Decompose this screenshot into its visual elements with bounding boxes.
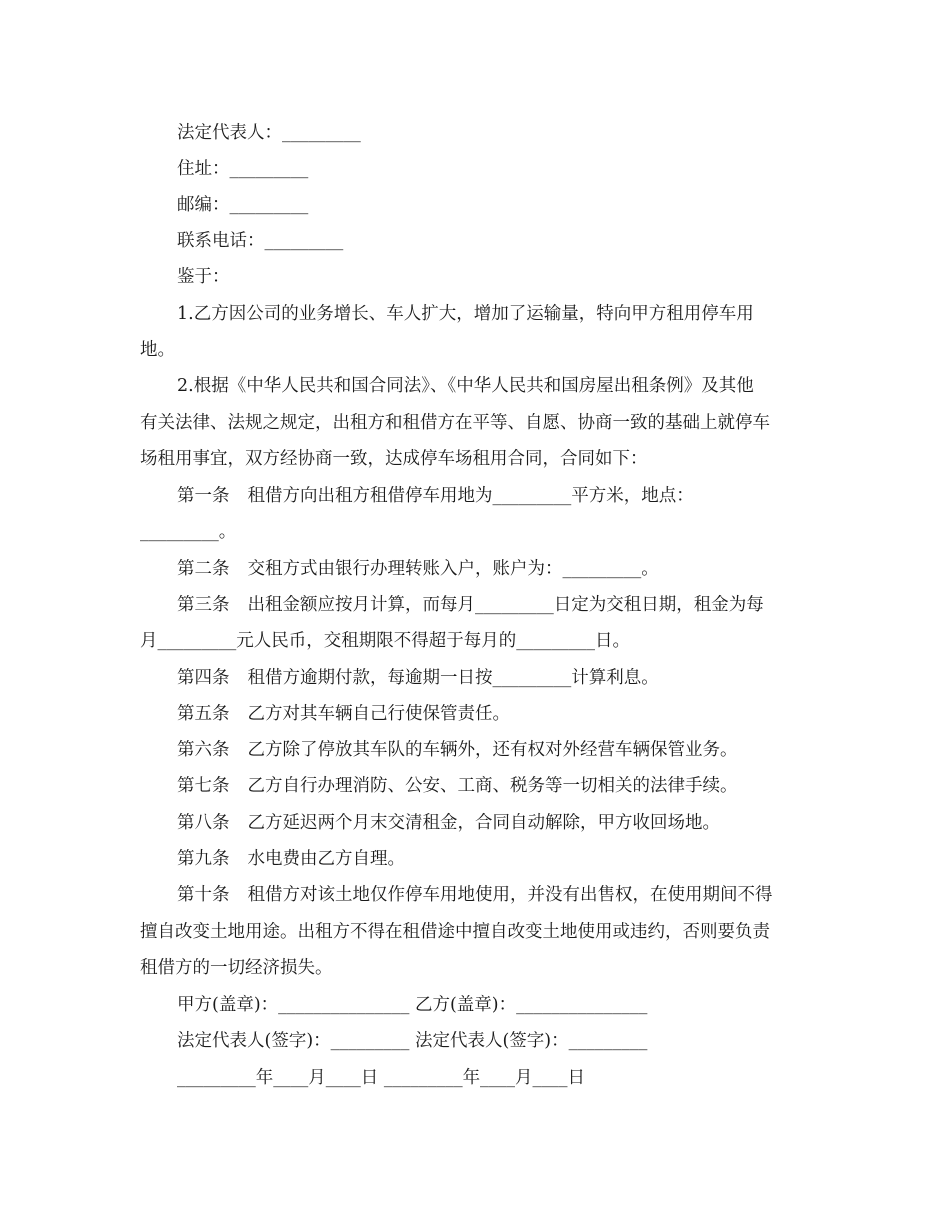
- article-5-text: 乙方对其车辆自己行使保管责任。: [247, 704, 510, 724]
- article-4-line: [177, 666, 817, 690]
- recital-2-line-3: [140, 447, 820, 471]
- article-3-line-2: [140, 629, 820, 653]
- article-9-number: 第九条: [177, 849, 230, 869]
- legal-rep-field: [177, 121, 817, 145]
- article-3-line-1: [177, 593, 817, 617]
- article-10-text-1: 租借方对该土地仅作停车用地使用，并没有出售权，在使用期间不得: [247, 885, 773, 905]
- recital-1-text-1: 1.乙方因公司的业务增长、车人扩大，增加了运输量，特向甲方租用停车用: [177, 304, 754, 324]
- address-field: [177, 157, 817, 181]
- article-6-number: 第六条: [177, 740, 230, 760]
- whereas-heading: [177, 265, 817, 289]
- article-10-text-3: 租借方的一切经济损失。: [140, 958, 333, 978]
- article-9-line: [177, 847, 817, 871]
- article-5-line: [177, 702, 817, 726]
- signature-seal-line: [177, 993, 817, 1017]
- article-5-number: 第五条: [177, 704, 230, 724]
- recital-2-line-2: [140, 411, 820, 435]
- signature-date-line: [177, 1066, 817, 1090]
- article-8-text: 乙方延迟两个月末交清租金，合同自动解除，甲方收回场地。: [247, 813, 720, 833]
- article-6-line: [177, 738, 817, 762]
- recital-1-text-2: 地。: [140, 340, 175, 360]
- phone-field: [177, 229, 817, 253]
- recital-1-line-2: [140, 338, 820, 362]
- postcode-field: [177, 193, 817, 217]
- recital-2-line-1: [177, 374, 817, 398]
- date-text: _________年____月____日 _________年____月____日: [177, 1068, 586, 1088]
- article-1-text-1: 租借方向出租方租借停车用地为_________平方米，地点：: [247, 486, 694, 506]
- legal-rep-text: 法定代表人：_________: [177, 123, 361, 143]
- article-10-line-2: [140, 920, 820, 944]
- article-4-number: 第四条: [177, 668, 230, 688]
- recital-1-line-1: [177, 302, 817, 326]
- article-2-number: 第二条: [177, 559, 230, 579]
- article-8-line: [177, 811, 817, 835]
- article-9-text: 水电费由乙方自理。: [247, 849, 405, 869]
- article-10-line-1: [177, 883, 817, 907]
- address-text: 住址：_________: [177, 159, 309, 179]
- whereas-text: 鉴于：: [177, 267, 230, 287]
- article-10-number: 第十条: [177, 885, 230, 905]
- signature-rep-line: [177, 1029, 817, 1053]
- article-7-number: 第七条: [177, 776, 230, 796]
- recital-2-text-1: 2.根据《中华人民共和国合同法》、《中华人民共和国房屋出租条例》及其他: [177, 376, 754, 396]
- article-3-number: 第三条: [177, 595, 230, 615]
- rep-signature-text: 法定代表人(签字)：_________ 法定代表人(签字)：_________: [177, 1031, 648, 1051]
- article-2-line: [177, 557, 817, 581]
- article-1-line-2: [140, 520, 820, 544]
- article-3-text-2: 月_________元人民币，交租期限不得超于每月的_________日。: [140, 631, 630, 651]
- article-10-text-2: 擅自改变土地用途。出租方不得在租借途中擅自改变土地使用或违约，否则要负责: [140, 922, 770, 942]
- article-4-text: 租借方逾期付款，每逾期一日按_________计算利息。: [247, 668, 659, 688]
- article-6-text: 乙方除了停放其车队的车辆外，还有权对外经营车辆保管业务。: [247, 740, 738, 760]
- article-3-text-1: 出租金额应按月计算，而每月_________日定为交租日期，租金为每: [247, 595, 764, 615]
- article-1-line-1: [177, 484, 817, 508]
- article-1-text-2: _________。: [140, 522, 237, 542]
- recital-2-text-2: 有关法律、法规之规定，出租方和租借方在平等、自愿、协商一致的基础上就停车: [140, 413, 770, 433]
- article-2-text: 交租方式由银行办理转账入户，账户为：_________。: [247, 559, 659, 579]
- seal-text: 甲方(盖章)：_______________ 乙方(盖章)：_______________: [177, 995, 648, 1015]
- postcode-text: 邮编：_________: [177, 195, 309, 215]
- phone-text: 联系电话：_________: [177, 231, 344, 251]
- article-7-text: 乙方自行办理消防、公安、工商、税务等一切相关的法律手续。: [247, 776, 738, 796]
- recital-2-text-3: 场租用事宜，双方经协商一致，达成停车场租用合同，合同如下：: [140, 449, 648, 469]
- article-8-number: 第八条: [177, 813, 230, 833]
- article-10-line-3: [140, 956, 820, 980]
- article-1-number: 第一条: [177, 486, 230, 506]
- article-7-line: [177, 774, 817, 798]
